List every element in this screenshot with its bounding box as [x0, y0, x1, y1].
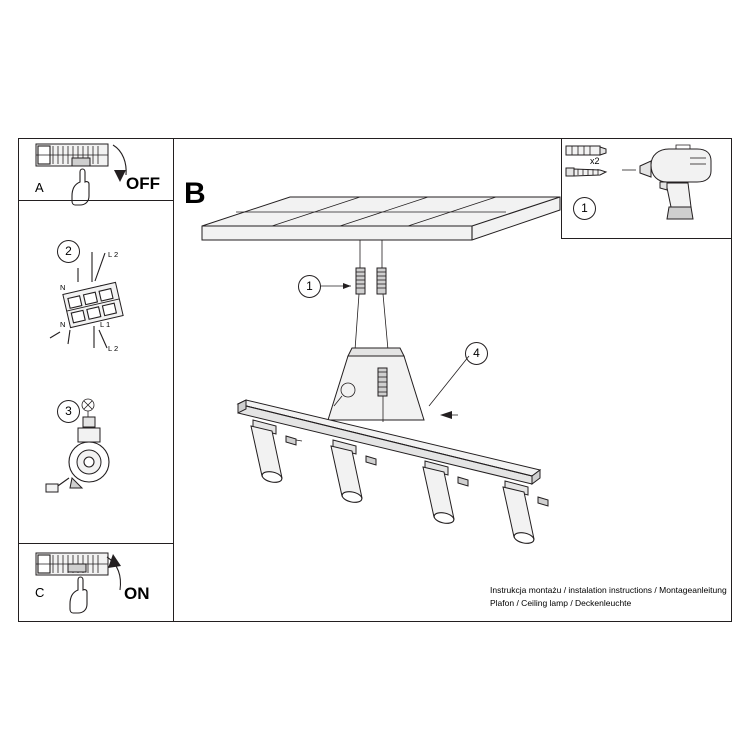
- panel-label-b: B: [184, 177, 207, 210]
- callout-1: 1: [298, 275, 321, 298]
- screw-left-icon: [356, 268, 365, 294]
- spotlight-4-icon: [503, 481, 548, 545]
- breaker-state-off-label: OFF: [126, 174, 160, 193]
- circuit-breaker-on-icon: [36, 553, 121, 613]
- terminal-label-l2-bottom: L 2: [108, 344, 119, 353]
- terminal-label-n-top: N: [60, 283, 66, 292]
- spotlight-3-icon: [423, 461, 468, 525]
- step-number-2: 2: [57, 240, 80, 263]
- spotlight-1-icon: [251, 420, 302, 484]
- bulb-socket-icon: [46, 399, 109, 492]
- callout-4: 4: [465, 342, 488, 365]
- terminal-label-n-bottom: N: [60, 320, 66, 329]
- panel-label-a: A: [35, 180, 45, 195]
- wall-plug-and-screw-icon: [566, 146, 606, 176]
- terminal-block-icon: [50, 252, 123, 348]
- circuit-breaker-off-icon: [36, 144, 126, 205]
- screw-right-icon: [377, 268, 386, 294]
- step-number-3: 3: [57, 400, 80, 423]
- step-number-1: 1: [573, 197, 596, 220]
- ceiling-lamp-assembly-icon: [202, 197, 560, 545]
- quantity-label-x2: x2: [590, 156, 600, 166]
- panel-label-c: C: [35, 585, 45, 600]
- breaker-state-on-label: ON: [124, 584, 150, 603]
- drill-icon: [622, 145, 711, 219]
- footer-subtitle: Plafon / Ceiling lamp / Deckenleuchte: [490, 598, 632, 608]
- terminal-label-l2-top: L 2: [108, 250, 119, 259]
- footer-title: Instrukcja montażu / instalation instructions / Montageanleitung: [490, 585, 727, 595]
- terminal-label-l1-bottom: L 1: [100, 320, 111, 329]
- spotlight-2-icon: [331, 440, 376, 504]
